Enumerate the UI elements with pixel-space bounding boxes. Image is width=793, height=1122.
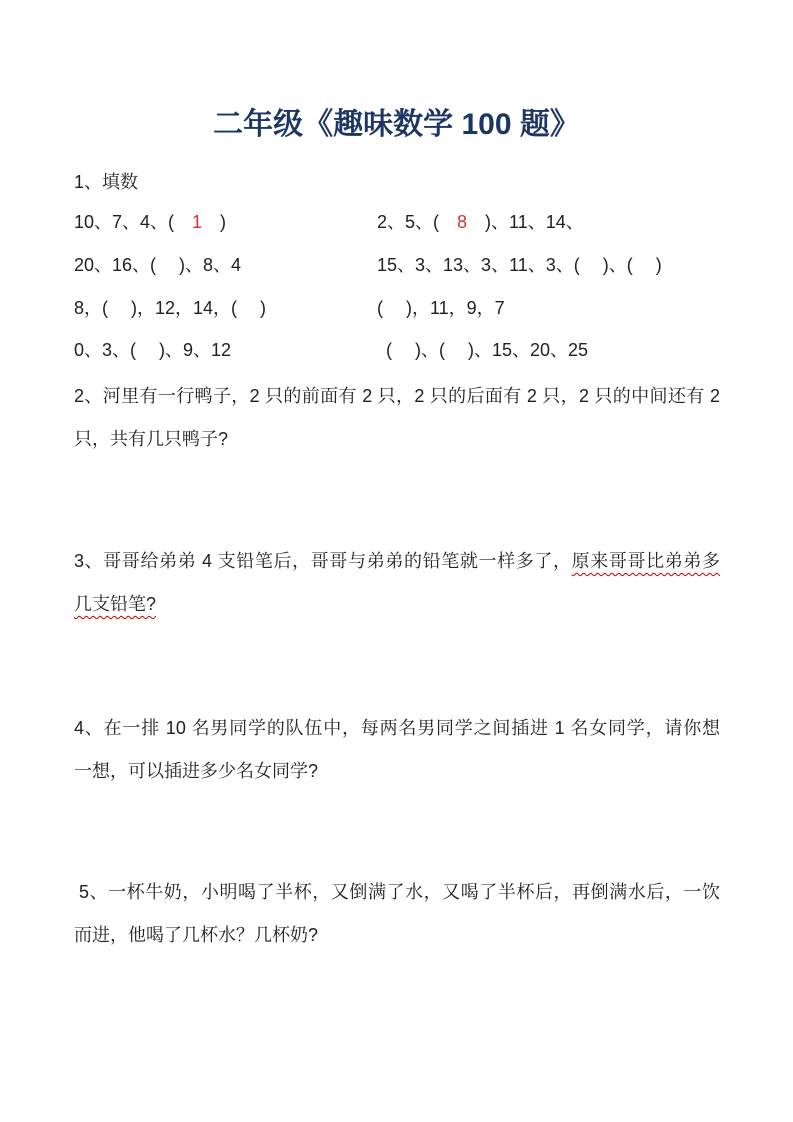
answer-digit: 8: [457, 212, 468, 232]
problem-4-line-2: 一想，可以插进多少名女同学?: [74, 761, 319, 781]
sequence-1-left-prefix: 10、7、4、(: [74, 212, 193, 232]
sequence-row-1: [74, 201, 720, 244]
sequence-row-3: [74, 287, 720, 330]
page-title: 二年级《趣味数学 100 题》: [213, 108, 580, 141]
problem-5: [74, 871, 720, 957]
answer-digit: 1: [192, 212, 203, 232]
sequence-row-2: [74, 244, 720, 287]
sequence-1-right: [377, 201, 584, 244]
problem-3: [74, 540, 720, 626]
problem-3-line-1: [74, 540, 720, 583]
sequence-4-right: ( )、( )、15、20、25: [386, 340, 589, 360]
sequence-row-4: [74, 329, 720, 372]
sequence-4-left: 0、3、( )、9、12: [74, 340, 232, 360]
problem-4: [74, 707, 720, 793]
problem-2: [74, 375, 720, 461]
problem-3-line-1-plain: 3、哥哥给弟弟 4 支铅笔后，哥哥与弟弟的铅笔就一样多了，: [74, 551, 572, 571]
problem-5-line-1: 5、一杯牛奶，小明喝了半杯，又倒满了水，又喝了半杯后，再倒满水后，一饮: [79, 882, 720, 902]
problem-5-line-2: 而进，他喝了几杯水？几杯奶?: [74, 925, 319, 945]
problem-2-line-2: 只，共有几只鸭子?: [74, 429, 229, 449]
sequence-1-right-prefix: 2、5、(: [377, 212, 458, 232]
sequence-1-left: [74, 212, 226, 232]
problem-1-heading: 1、填数: [74, 172, 139, 192]
sequence-2-right: 15、3、13、3、11、3、( )、( ): [377, 255, 662, 275]
sequence-3-left: 8，( )，12，14，( ): [74, 298, 267, 318]
problem-3-line-2: [74, 583, 720, 626]
sequence-2-left: 20、16、( )、8、4: [74, 255, 242, 275]
sequence-3-right: ( )，11，9，7: [377, 298, 505, 318]
sequence-1-right-suffix: )、11、14、: [467, 212, 584, 232]
problem-3-line-1-wavy-underline: 原来哥哥比弟弟多: [571, 551, 721, 571]
problem-2-line-1: 2、河里有一行鸭子，2 只的前面有 2 只，2 只的后面有 2 只，2 只的中间还有 2: [74, 386, 720, 406]
problem-3-line-2-wavy-underline: 几支铅笔?: [74, 594, 157, 614]
sequence-1-left-suffix: ): [202, 212, 227, 232]
problem-4-line-1: 4、在一排 10 名男同学的队伍中，每两名男同学之间插进 1 名女同学，请你想: [74, 718, 720, 738]
